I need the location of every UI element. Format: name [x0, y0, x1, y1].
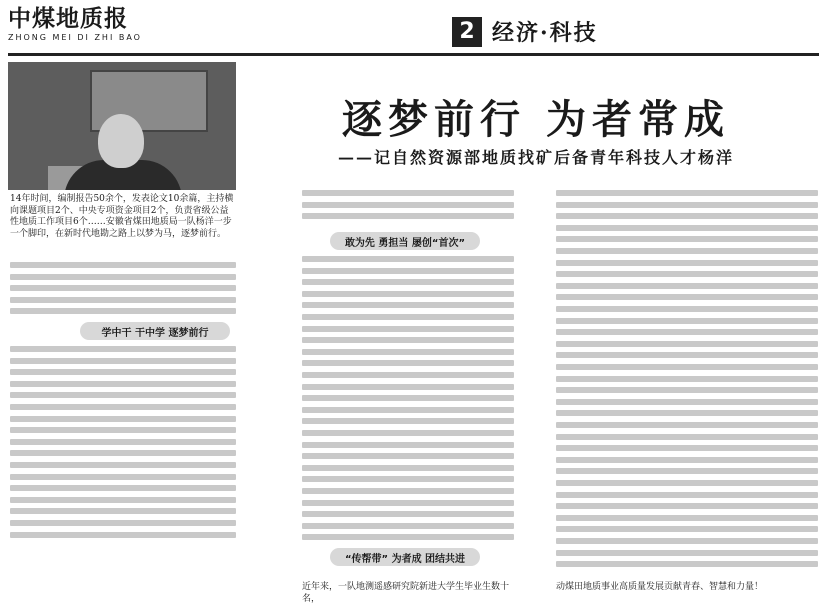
- text-line-placeholder: [10, 308, 236, 314]
- text-line-placeholder: [556, 225, 818, 231]
- column-4-last-line: 动煤田地质事业高质量发展贡献青春、智慧和力量！: [556, 582, 764, 592]
- text-line-placeholder: [556, 434, 818, 440]
- text-line-placeholder: [302, 291, 514, 297]
- text-line-placeholder: [10, 262, 236, 268]
- text-line-placeholder: [302, 511, 514, 517]
- photo-speaker-head: [98, 114, 144, 168]
- text-line-placeholder: [556, 399, 818, 405]
- text-line-placeholder: [302, 384, 514, 390]
- text-line-placeholder: [556, 190, 818, 196]
- text-line-placeholder: [556, 387, 818, 393]
- text-line-placeholder: [556, 364, 818, 370]
- text-line-placeholder: [302, 395, 514, 401]
- text-line-placeholder: [302, 302, 514, 308]
- text-line-placeholder: [10, 427, 236, 433]
- text-line-placeholder: [10, 369, 236, 375]
- text-line-placeholder: [10, 274, 236, 280]
- text-line-placeholder: [302, 453, 514, 459]
- text-line-placeholder: [556, 376, 818, 382]
- text-line-placeholder: [302, 256, 514, 262]
- text-line-placeholder: [302, 279, 514, 285]
- text-line-placeholder: [10, 497, 236, 503]
- text-line-placeholder: [302, 534, 514, 540]
- column-3-last-line: 近年来，一队地测遥感研究院新进大学生毕业生数十名，: [302, 582, 510, 604]
- text-line-placeholder: [556, 341, 818, 347]
- text-line-placeholder: [10, 392, 236, 398]
- masthead: [8, 6, 238, 50]
- section-head-3: [330, 548, 480, 566]
- text-line-placeholder: [302, 202, 514, 208]
- section-head-3-text: “传帮带” 为者成 团结共进: [344, 553, 466, 565]
- text-line-placeholder: [10, 416, 236, 422]
- portrait-photo: [8, 62, 236, 190]
- text-line-placeholder: [10, 532, 236, 538]
- text-line-placeholder: [302, 418, 514, 424]
- header-rule: [8, 53, 819, 56]
- text-line-placeholder: [556, 515, 818, 521]
- text-line-placeholder: [302, 488, 514, 494]
- text-line-placeholder: [10, 450, 236, 456]
- text-line-placeholder: [556, 318, 818, 324]
- text-line-placeholder: [10, 520, 236, 526]
- column-1-opening: 14年时间，编制报告50余个，发表论文10余篇，主持横向课题项目2个、中央专项资金项目2个，负责省级公益性地质工作项目6个……安徽省煤田地质局一队杨洋一步一个脚印，在新时代地勘之路上以梦为马，逐梦前行。: [10, 194, 234, 239]
- text-line-placeholder: [302, 465, 514, 471]
- text-line-placeholder: [556, 352, 818, 358]
- text-line-placeholder: [556, 492, 818, 498]
- text-line-placeholder: [556, 457, 818, 463]
- text-line-placeholder: [302, 190, 514, 196]
- article-title: 逐梦前行 为者常成: [342, 96, 730, 143]
- text-line-placeholder: [10, 381, 236, 387]
- text-line-placeholder: [10, 462, 236, 468]
- section-head-1-text: 学中干 干中学 逐梦前行: [101, 327, 209, 339]
- text-line-placeholder: [556, 271, 818, 277]
- text-line-placeholder: [556, 561, 818, 567]
- text-line-placeholder: [302, 349, 514, 355]
- text-line-placeholder: [302, 326, 514, 332]
- text-line-placeholder: [10, 285, 236, 291]
- text-line-placeholder: [556, 410, 818, 416]
- text-line-placeholder: [556, 538, 818, 544]
- text-line-placeholder: [556, 550, 818, 556]
- text-line-placeholder: [302, 476, 514, 482]
- section-head-2: [330, 232, 480, 250]
- text-line-placeholder: [10, 508, 236, 514]
- text-line-placeholder: [556, 248, 818, 254]
- text-line-placeholder: [556, 213, 818, 219]
- text-line-placeholder: [556, 526, 818, 532]
- text-line-placeholder: [302, 523, 514, 529]
- text-line-placeholder: [10, 346, 236, 352]
- masthead-pinyin: ZHONG MEI DI ZHI BAO: [8, 33, 142, 42]
- text-line-placeholder: [10, 485, 236, 491]
- text-line-placeholder: [556, 236, 818, 242]
- text-line-placeholder: [556, 260, 818, 266]
- text-line-placeholder: [302, 314, 514, 320]
- text-line-placeholder: [556, 468, 818, 474]
- text-line-placeholder: [556, 329, 818, 335]
- article-subtitle: ——记自然资源部地质找矿后备青年科技人才杨洋: [337, 148, 734, 167]
- text-line-placeholder: [556, 422, 818, 428]
- section-head-2-text: 敢为先 勇担当 屡创“首次”: [344, 237, 466, 249]
- text-line-placeholder: [302, 337, 514, 343]
- text-line-placeholder: [556, 480, 818, 486]
- text-line-placeholder: [302, 360, 514, 366]
- text-line-placeholder: [10, 297, 236, 303]
- text-line-placeholder: [10, 474, 236, 480]
- text-line-placeholder: [556, 202, 818, 208]
- text-line-placeholder: [302, 430, 514, 436]
- text-line-placeholder: [10, 358, 236, 364]
- text-line-placeholder: [556, 283, 818, 289]
- text-line-placeholder: [302, 372, 514, 378]
- text-line-placeholder: [302, 500, 514, 506]
- page-section: 经济·科技: [492, 20, 598, 46]
- text-line-placeholder: [556, 503, 818, 509]
- page-label: [452, 16, 598, 47]
- text-line-placeholder: [10, 404, 236, 410]
- text-line-placeholder: [302, 268, 514, 274]
- text-line-placeholder: [302, 442, 514, 448]
- text-line-placeholder: [556, 294, 818, 300]
- section-head-1: [80, 322, 230, 340]
- page-number: 2: [452, 17, 482, 47]
- text-line-placeholder: [302, 407, 514, 413]
- text-line-placeholder: [302, 213, 514, 219]
- masthead-title: 中煤地质报: [8, 5, 128, 32]
- text-line-placeholder: [556, 306, 818, 312]
- text-line-placeholder: [556, 445, 818, 451]
- text-line-placeholder: [10, 439, 236, 445]
